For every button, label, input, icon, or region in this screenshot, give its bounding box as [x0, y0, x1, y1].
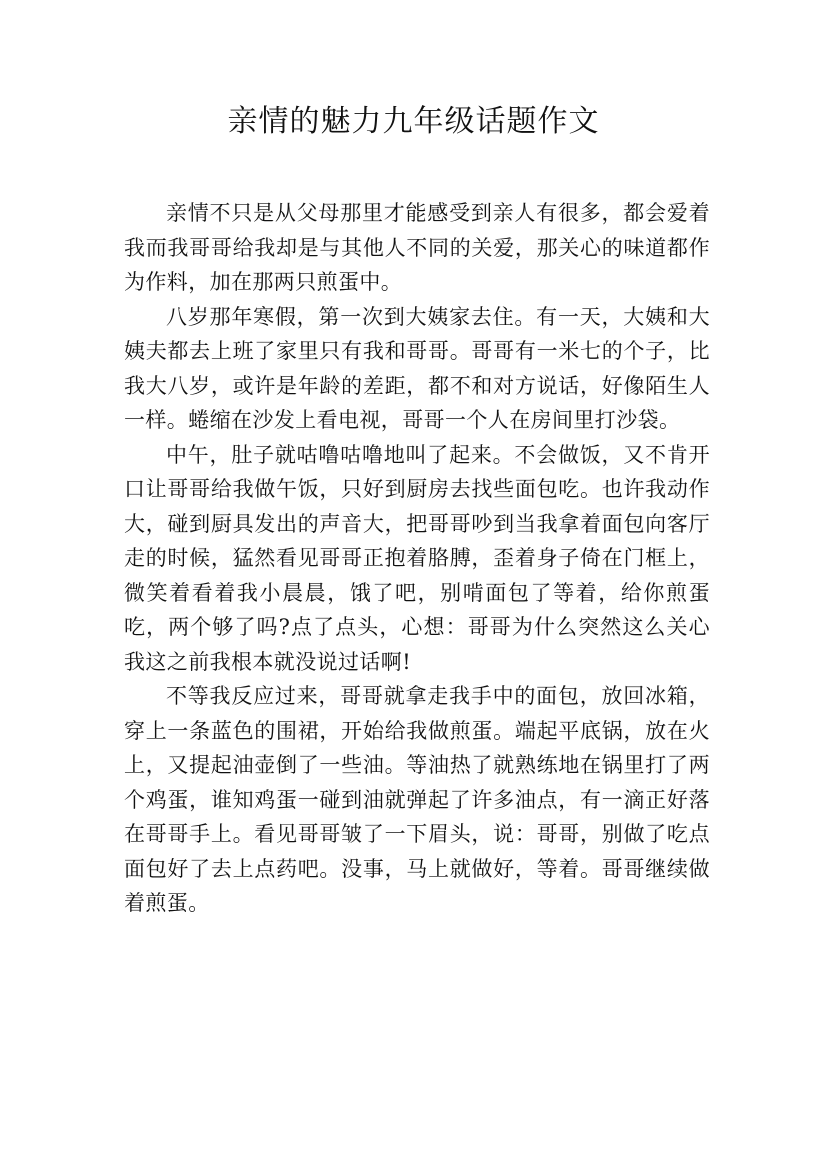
paragraph-3: 中午，肚子就咕噜咕噜地叫了起来。不会做饭，又不肯开口让哥哥给我做午饭，只好到厨房去找些面包吃。也许我动作大，碰到厨具发出的声音大，把哥哥吵到当我拿着面包向客厅走的时候，猛然看见哥哥正抱着胳膊，歪着身子倚在门框上，微笑着看着我小晨晨，饿了吧，别啃面包了等着，给你煎蛋吃，两个够了吗?点了点头，心想：哥哥为什么突然这么关心我这之前我根本就没说过话啊!	[124, 442, 710, 674]
paragraph-1: 亲情不只是从父母那里才能感受到亲人有很多，都会爱着我而我哥哥给我却是与其他人不同的关爱，那关心的味道都作为作料，加在那两只煎蛋中。	[124, 201, 710, 294]
paragraph-2: 八岁那年寒假，第一次到大姨家去住。有一天，大姨和大姨夫都去上班了家里只有我和哥哥。哥哥有一米七的个子，比我大八岁，或许是年龄的差距，都不和对方说话，好像陌生人一样。蜷缩在沙发上看电视，哥哥一个人在房间里打沙袋。	[124, 304, 710, 432]
document-title: 亲情的魅力九年级话题作文	[227, 104, 600, 139]
paragraph-4: 不等我反应过来，哥哥就拿走我手中的面包，放回冰箱，穿上一条蓝色的围裙，开始给我做煎蛋。端起平底锅，放在火上，又提起油壶倒了一些油。等油热了就熟练地在锅里打了两个鸡蛋，谁知鸡蛋一碰到油就弹起了许多油点，有一滴正好落在哥哥手上。看见哥哥皱了一下眉头，说：哥哥，别做了吃点面包好了去上点药吧。没事，马上就做好，等着。哥哥继续做着煎蛋。	[124, 684, 710, 915]
document-body	[124, 196, 710, 921]
